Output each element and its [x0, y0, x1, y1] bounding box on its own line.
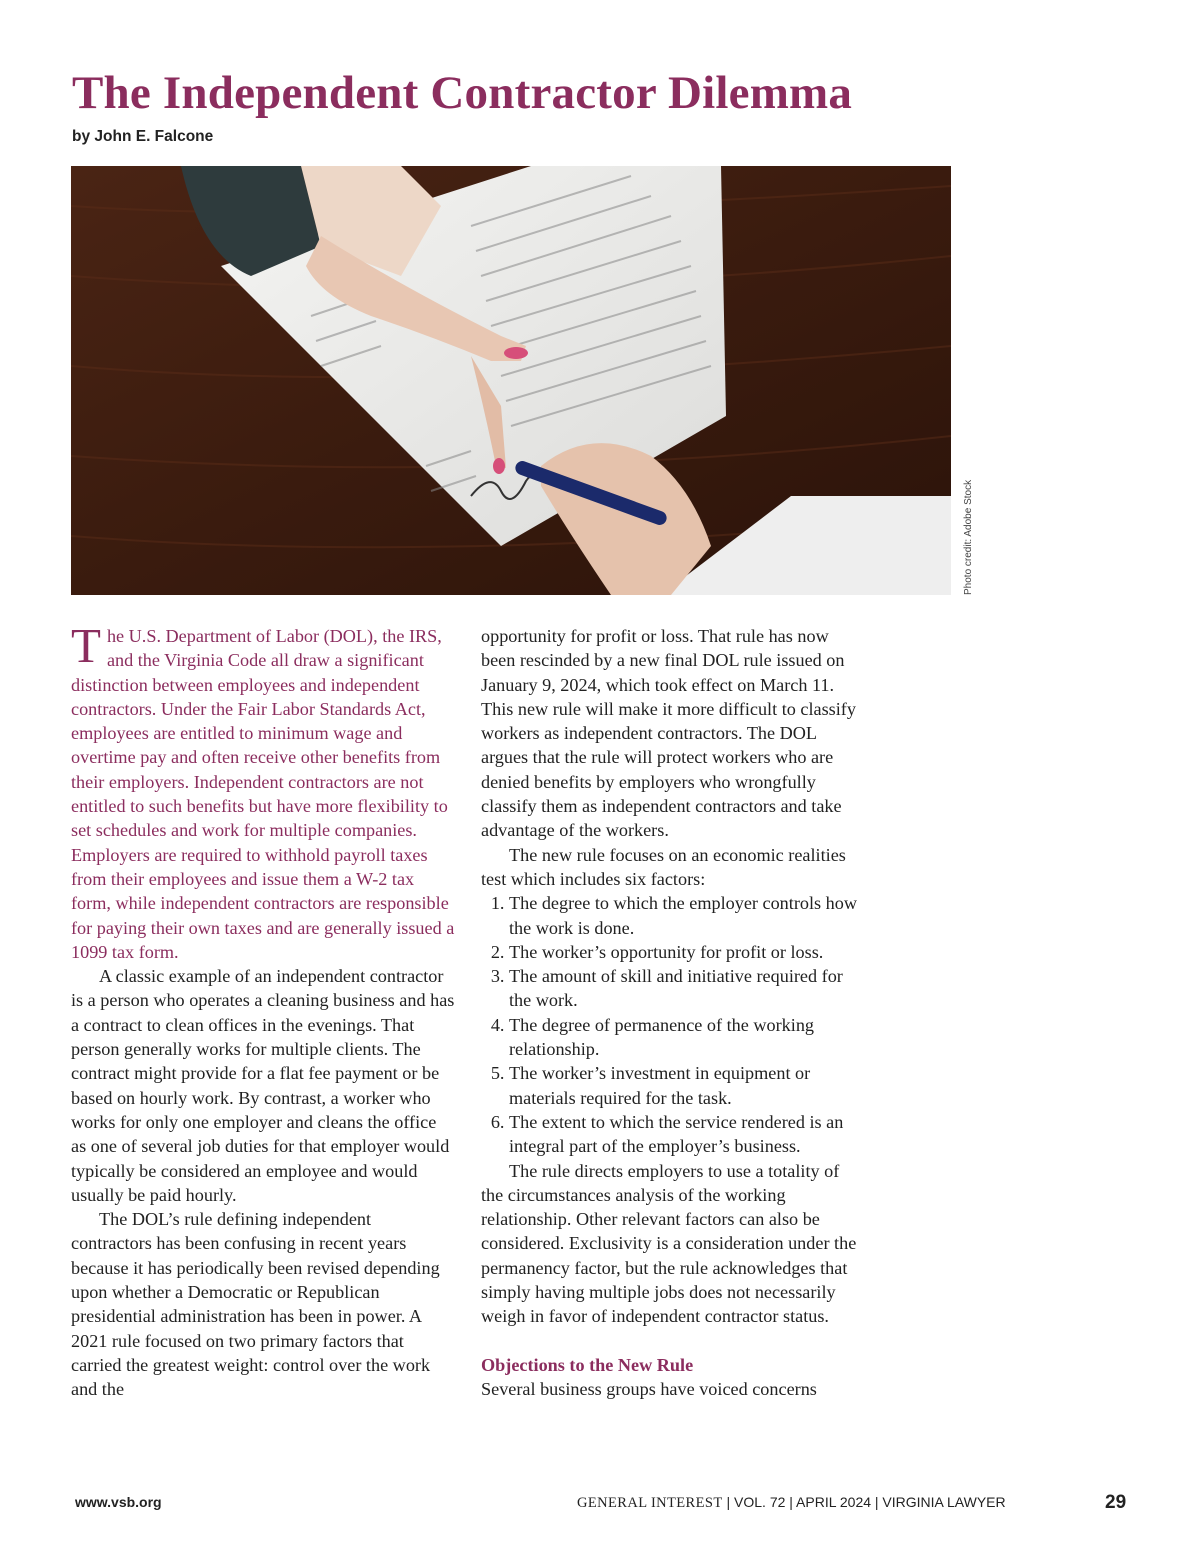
- list-item: 5. The worker’s investment in equipment or materials required for the task.: [509, 1061, 865, 1110]
- lead-paragraph-text: he U.S. Department of Labor (DOL), the IRS, and the Virginia Code all draw a significant distinction between employees and independent contractors. Under the Fair Labor Standards Act, employees are entitled to minimum wage and overtime pay and often receive other benefits from their employers. Independent contractors are not entitled to such benefits but have more flexibility to set schedules and work for multiple companies. Employers are required to withhold payroll taxes from their employees and issue them a W-2 tax form, while independent contractors are responsible for paying their own taxes and are generally issued a 1099 tax form.: [71, 626, 455, 962]
- lead-paragraph: [71, 618, 455, 964]
- list-item: 6. The extent to which the service rendered is an integral part of the employer’s business.: [509, 1110, 865, 1159]
- article-title: The Independent Contractor Dilemma: [72, 67, 853, 119]
- paragraph: The DOL’s rule defining independent contractors has been confusing in recent years because it has periodically been revised depending upon whether a Democratic or Republican presidential administration has been in power. A 2021 rule focused on two primary factors that carried the greatest weight: control over the work and the: [71, 1209, 440, 1400]
- article-photo: [71, 166, 951, 595]
- section-heading: Objections to the New Rule: [481, 1354, 694, 1375]
- list-item: 1. The degree to which the employer controls how the work is done.: [509, 891, 865, 940]
- paragraph: The rule directs employers to use a totality of the circumstances analysis of the working relationship. Other relevant factors can also be considered. Exclusivity is a consideration under the permanency factor, but the rule acknowledges that simply having multiple jobs does not necessarily weigh in favor of independent contractor status.: [481, 1160, 857, 1327]
- column-right: [481, 624, 865, 1402]
- factors-list: [481, 891, 865, 1158]
- paragraph: Several business groups have voiced concerns: [481, 1379, 817, 1400]
- footer-site[interactable]: www.vsb.org: [75, 1494, 162, 1510]
- paragraph-continued: opportunity for profit or loss. That rule has now been rescinded by a new final DOL rule issued on January 9, 2024, which took effect on March 11. This new rule will make it more difficult to classify workers as independent contractors. The DOL argues that the rule will protect workers who are denied benefits by employers who wrongfully classify them as independent contractors and take advantage of the workers.: [481, 626, 856, 841]
- footer-section: GENERAL INTEREST: [577, 1495, 723, 1511]
- column-left: [71, 618, 455, 1402]
- paragraph: A classic example of an independent contractor is a person who operates a cleaning business and has a contract to clean offices in the evenings. That person generally works for multiple clients. The contract might provide for a flat fee payment or be based on hourly work. By contrast, a worker who works for only one employer and cleans the office as one of several job duties for that employer would typically be considered an employee and would usually be paid hourly.: [71, 966, 455, 1205]
- list-item: 4. The degree of permanence of the working relationship.: [509, 1013, 865, 1062]
- paragraph: The new rule focuses on an economic realities test which includes six factors:: [481, 844, 846, 889]
- contract-signing-photo-icon: [71, 166, 951, 595]
- footer-issue-info: | VOL. 72 | APRIL 2024 | VIRGINIA LAWYER: [722, 1494, 1006, 1510]
- list-item: 3. The amount of skill and initiative required for the work.: [509, 964, 865, 1013]
- list-item: 2. The worker’s opportunity for profit or loss.: [509, 940, 865, 964]
- page-number: 29: [1105, 1492, 1127, 1513]
- drop-cap: T: [71, 618, 101, 673]
- byline: by John E. Falcone: [72, 128, 214, 145]
- footer-issue: [577, 1494, 1006, 1512]
- photo-credit: Photo credit: Adobe Stock: [963, 479, 974, 595]
